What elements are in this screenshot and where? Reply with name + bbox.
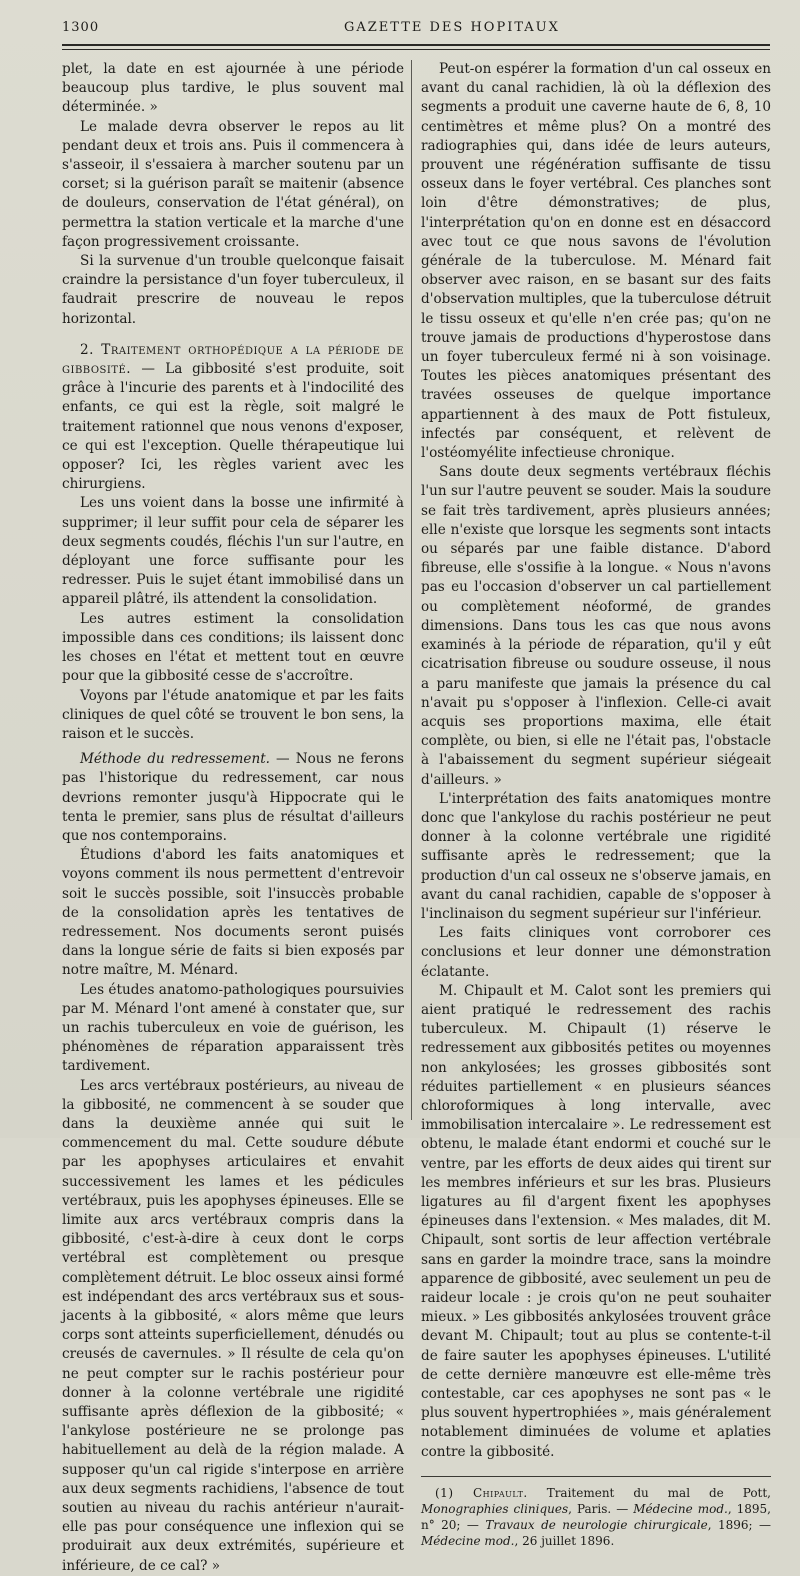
left-column	[62, 60, 404, 1576]
paragraph: Les uns voient dans la bosse une infirmité à supprimer; il leur suffit pour cela de séparer les deux segments coudés, fléchis l'un sur l'autre, en déployant une force suffisante pour les redresser. Puis le sujet étant immobilisé dans un appareil plâtré, ils attendent la consolidation.	[62, 495, 404, 608]
paragraph: Les études anatomo-pathologiques poursuivies par M. Ménard l'ont amené à constater que, sur un rachis tuberculeux en voie de guérison, les phénomènes de réparation apparaissent très tardivement.	[62, 981, 404, 1075]
paragraph-text: La gibbosité s'est produite, soit grâce à l'incurie des parents et à l'indocilité des enfants, ce qui est la règle, soit malgré le traitement rationnel que nous venons d'exposer, ce qui est l'exception. Quelle thérapeutique lui opposer? Ici, les règles varient avec les chirurgiens.	[62, 361, 404, 493]
section-heading: 2. Traitement orthopédique a la période de gibbosité. —	[62, 341, 404, 378]
paragraph: Étudions d'abord les faits anatomiques et voyons comment ils nous permettent d'entrevoir soit le succès possible, soit l'insuccès probable de la consolidation après les tentatives de redressement. Nos documents seront puisés dans la longue série de faits si bien exposés par notre maître, M. Ménard.	[62, 847, 404, 979]
subsection-heading: Méthode du redressement.	[80, 751, 270, 768]
header-rule	[62, 44, 770, 46]
paragraph: Si la survenue d'un trouble quelconque faisait craindre la persistance d'un foyer tuberculeux, il faudrait prescrire de nouveau le repos horizontal.	[62, 253, 404, 327]
footnote-italic: Monographies cliniques	[421, 1501, 569, 1516]
paragraph: Les autres estiment la consolidation impossible dans ces conditions; ils laissent donc les choses en l'état et mettent tout en œuvre pour que la gibbosité cesse de s'accroître.	[62, 610, 404, 685]
paragraph: Sans doute deux segments vertébraux fléchis l'un sur l'autre peuvent se souder. Mais la soudure se fait très tardivement, après plusieurs années; elle n'existe que lorsque les segments sont intacts ou séparés par une faible distance. D'abord fibreuse, elle s'ossifie à la longue. « Nous n'avons pas eu l'occasion d'observer un cal partiellement ou complètement néoformé, de grandes dimensions. Dans tous les cas que nous avons examinés à la période de réparation, qu'il y eût cicatrisation fibreuse ou soudure osseuse, il nous a paru manifeste que jamais la présence du cal n'avait pu s'opposer à l'inflexion. Celle-ci avait acquis ses proportions maxima, elle était complète, ou bien, si elle ne l'était pas, l'obstacle à l'abaissement du segment supérieur siégeait d'ailleurs. »	[421, 464, 771, 788]
paragraph: Le malade devra observer le repos au lit pendant deux et trois ans. Puis il commencera à s'asseoir, il s'essaiera à marcher soutenu par un corset; si la guérison paraît se maitenir (absence de douleurs, conservation de l'état général), on permettra la station verticale et la marche d'une façon progressivement croissante.	[62, 118, 404, 250]
running-title: GAZETTE DES HOPITAUX	[344, 20, 560, 35]
footnote-text: , Paris. —	[568, 1501, 634, 1516]
paragraph: Les faits cliniques vont corroborer ces conclusions et leur donner une démonstration éclatante.	[421, 925, 771, 980]
paragraph: Voyons par l'étude anatomique et par les faits cliniques de quel côté se trouvent le bon sens, la raison et le succès.	[62, 687, 404, 742]
footnote-rule	[421, 1476, 771, 1477]
paragraph: L'interprétation des faits anatomiques montre donc que l'ankylose du rachis postérieur ne peut donner à la colonne vertébrale une rigidité suffisante après le redressement; que la production d'un cal osseux ne s'observe jamais, en avant du canal rachidien, capable de s'opposer à l'inclinaison du segment supérieur sur l'inférieur.	[421, 790, 771, 922]
subsection-paragraph	[62, 750, 404, 846]
section-paragraph	[62, 341, 404, 495]
column-divider	[411, 60, 412, 1120]
paragraph: M. Chipault et M. Calot sont les premiers qui aient pratiqué le redressement des rachis tuberculeux. M. Chipault (1) réserve le redressement aux gibbosités petites ou moyennes non ankylosées; les grosses gibbosités sont réduites partiellement « en plusieurs séances chloroformiques à long intervalle, avec immobilisation intercalaire ». Le redressement est obtenu, le malade étant endormi et couché sur le ventre, par les efforts de deux aides qui tirent sur les membres inférieurs et sur les bras. Plusieurs ligatures au fil d'argent fixent les apophyses épineuses dans l'extension. « Mes malades, dit M. Chipault, sont sortis de leur affection vertébrale sans en garder la moindre trace, sans la moindre apparence de gibbosité, avec seulement un peu de raideur locale : je crois qu'on ne peut souhaiter mieux. » Les gibbosités ankylosées trouvent grâce devant M. Chipault; tout au plus se contente-t-il de faire sauter les apophyses épineuses. L'utilité de cette dernière manœuvre est elle-même très contestable, car ces apophyses ne sont pas « le plus souvent hypertrophiées », mais généralement notablement diminuées de volume et aplaties contre la gibbosité.	[421, 982, 771, 1460]
footnote-italic: Médecine mod.	[633, 1501, 728, 1516]
footnote	[421, 1485, 771, 1549]
footnote-text: , 1895, n° 20; —	[421, 1501, 771, 1532]
footnote-text: Traitement du mal de Pott,	[527, 1485, 771, 1500]
paragraph: Les arcs vertébraux postérieurs, au niveau de la gibbosité, ne commencent à se souder que dans la deuxième année qui suit le commencement du mal. Cette soudure débute par les apophyses articulaires et envahit successivement les lames et les pédicules vertébraux, puis les apophyses épineuses. Elle se limite aux arcs vertébraux compris dans la gibbosité, c'est-à-dire à ceux dont le corps vertébral est complètement ou presque complètement détruit. Le bloc osseux ainsi formé est indépendant des arcs vertébraux sus et sous-jacents à la gibbosité, « alors même que leurs corps sont atteints superficiellement, dénudés ou creusés de cavernules. » Il résulte de cela qu'on ne peut compter sur le rachis postérieur pour donner à la colonne vertébrale une rigidité suffisante après déflexion de la gibbosité; « l'ankylose postérieure ne se prolonge pas habituellement au delà de la région malade. A supposer qu'un cal rigide s'interpose en arrière aux deux segments rachidiens, l'absence de tout soutien au niveau du rachis antérieur n'aurait-elle pas pour conséquence une inflexion qui se produirait aux deux extrémités, supérieure et inférieure, de ce cal? »	[62, 1077, 404, 1574]
header-rule-thin	[62, 49, 770, 50]
footnote-text: , 26 juillet 1896.	[514, 1533, 615, 1548]
page-header	[62, 20, 770, 40]
paragraph-text: — Nous ne ferons pas l'historique du redressement, car nous devrions remonter jusqu'à Hippocrate qui le tenta le premier, sans plus de résultat d'ailleurs que nos contemporains.	[62, 751, 404, 844]
footnote-author: (1) Chipault.	[435, 1485, 528, 1500]
page-number: 1300	[62, 20, 100, 35]
paragraph: Peut-on espérer la formation d'un cal osseux en avant du canal rachidien, là où la déflexion des segments a produit une caverne haute de 6, 8, 10 centimètres et même plus? On a montré des radiographies qui, dans idée de leurs auteurs, prouvent une régénération suffisante de tissu osseux dans le foyer vertébral. Ces planches sont loin d'être démonstratives; de plus, l'interprétation qu'on en donne est en désaccord avec tout ce que nous savons de l'évolution générale de la tuberculose. M. Ménard fait observer avec raison, en se basant sur des faits d'observation multiples, que la tuberculose détruit le tissu osseux et qu'elle n'en crée pas; qu'on ne trouve jamais de productions d'hyperostose dans un foyer tuberculeux fermé ni à son voisinage. Toutes les pièces anatomiques présentant des travées osseuses de quelque importance appartiennent à des maux de Pott fistuleux, infectés par conséquent, et relèvent de l'ostéomyélite infectieuse chronique.	[421, 61, 771, 462]
paragraph: plet, la date en est ajournée à une période beaucoup plus tardive, le plus souvent mal déterminée. »	[62, 61, 404, 116]
footnote-italic: Travaux de neurologie chirurgicale	[485, 1517, 708, 1532]
footnote-text: , 1896; —	[707, 1517, 772, 1532]
right-column	[421, 60, 771, 1549]
footnote-italic: Médecine mod.	[421, 1533, 515, 1548]
